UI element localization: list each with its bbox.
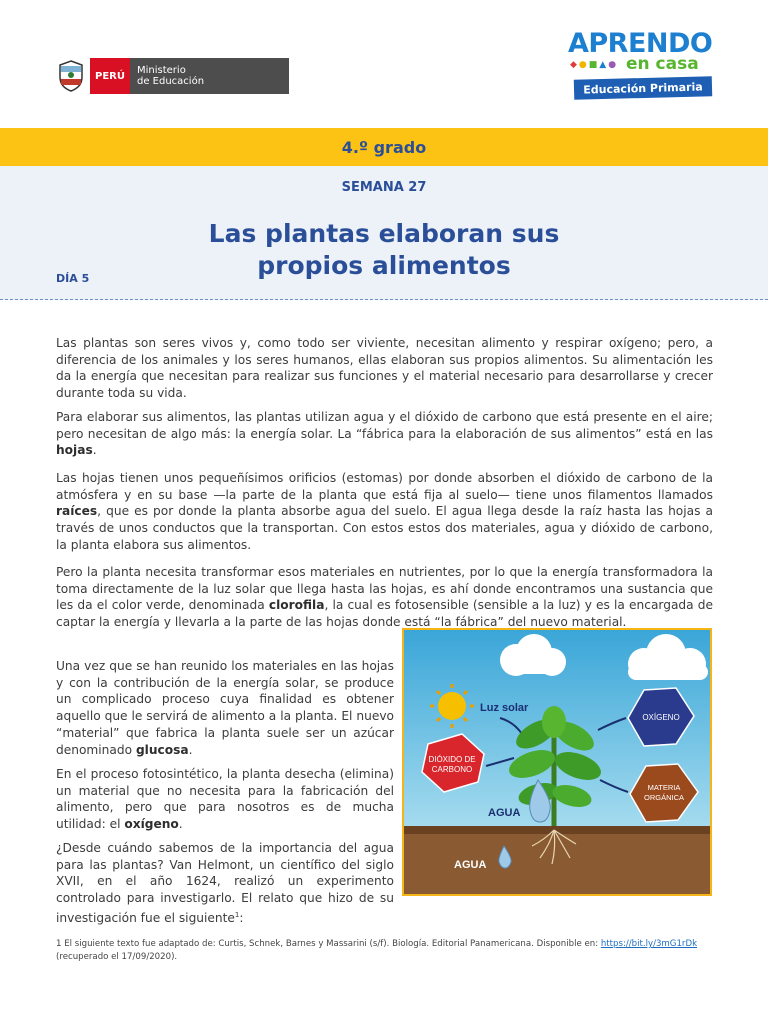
paragraph-3: Las hojas tienen unos pequeñísimos orificios (estomas) por donde absorben el dióxido de carbono de la atmósfera y en su base —la parte de la planta que está fija al suelo— tiene unos filamentos llamados raíces, que es por donde la planta absorbe agua del suelo. El agua llega desde la raíz hasta las hojas a través de unos conductos que la transportan. Con estos estos dos materiales, agua y dióxido de carbono, la planta elabora sus alimentos.	[56, 471, 713, 552]
page-title	[0, 218, 768, 282]
logo-band: Educación Primaria	[574, 76, 712, 100]
organic-label-line-1: MATERIA	[647, 783, 681, 792]
grade-bar: 4.º grado	[0, 128, 768, 166]
footnote-link[interactable]: https://bit.ly/3mG1rDk	[600, 939, 698, 949]
soil-top	[404, 826, 710, 834]
paragraph-4: Pero la planta necesita transformar esos materiales en nutrientes, por lo que la energía transformadora la toma directamente de la luz solar que llega hasta las hojas, es ahí donde encontramos una sustancia que les da el color verde, denominada clorofila, la cual es fotosensible (sensible a la luz) y es la encargada de captar la energía y llevarla a la parte de las hojas donde está “la fábrica” del nuevo material.	[56, 565, 713, 630]
ministry-logo	[56, 58, 289, 94]
paragraph-6: En el proceso fotosintético, la planta desecha (elimina) un material que no necesita para la fabricación del alimento, pero que para nosotros es de mucha utilidad: el oxígeno.	[56, 767, 394, 832]
footnote-ref[interactable]: 1	[234, 910, 240, 919]
keyword-oxigeno: oxígeno	[124, 817, 179, 832]
keyword-glucosa: glucosa	[135, 742, 189, 757]
co2-label-line-2: CARBONO	[431, 765, 473, 774]
photosynthesis-diagram	[404, 630, 710, 894]
paragraph-1: Las plantas son seres vivos y, como todo ser viviente, necesitan alimento y respirar oxígeno; pero, a diferencia de los animales y los seres humanos, ellas elaboran sus propios alimentos. Su alimentación les da la energía que necesitan para realizar sus funciones y el material necesario para desarrollarse y crecer durante toda su vida.	[56, 336, 713, 401]
logo-word-aprendo: APRENDO	[568, 28, 713, 59]
water-label-top: AGUA	[488, 807, 521, 819]
ministry-line-2: de Educación	[137, 76, 205, 87]
sun-label: Luz solar	[480, 702, 529, 714]
ministry-line-1: Ministerio	[137, 65, 186, 76]
aprendo-en-casa-logo	[568, 30, 718, 102]
keyword-hojas: hojas	[56, 443, 93, 458]
keyword-raices: raíces	[56, 504, 98, 519]
title-line-1: Las plantas elaboran sus	[208, 219, 560, 248]
peru-shield-icon	[56, 59, 86, 93]
soil	[404, 830, 710, 894]
photosynthesis-illustration	[402, 628, 712, 896]
keyword-clorofila: clorofila	[268, 598, 325, 613]
title-line-2: propios alimentos	[257, 251, 511, 280]
week-label: SEMANA 27	[341, 180, 427, 195]
water-label-bottom: AGUA	[454, 859, 487, 871]
page-header	[0, 0, 768, 128]
dashed-divider	[0, 299, 768, 300]
logo-dots-icon: ◆●■▲●	[570, 60, 619, 70]
paragraph-2: Para elaborar sus alimentos, las plantas utilizan agua y el dióxido de carbono que está presente en el aire; pero necesitan de algo más: la energía solar. La “fábrica para la elaboración de sus alimentos” está en las hojas.	[56, 410, 713, 458]
organic-label-line-2: ORGÁNICA	[643, 793, 685, 802]
paragraph-5: Una vez que se han reunido los materiales en las hojas y con la contribución de la energía solar, se produce un complicado proceso cuya finalidad es obtener aquello que le servirá de alimento a la planta. El nuevo “material” que fabrica la planta suele ser un azúcar denominado glucosa.	[56, 659, 394, 757]
logo-word-en-casa: en casa	[626, 54, 699, 74]
oxygen-label: OXÍGENO	[642, 713, 680, 722]
paragraph-7: ¿Desde cuándo sabemos de la importancia del agua para las plantas? Van Helmont, un científico del siglo XVII, en el año 1624, realizó un experimento controlado para investigarlo. El relato que hizo de su investigación fue el siguiente$^1$:	[56, 841, 394, 925]
footnote-text: 1 El siguiente texto fue adaptado de: Curtis, Schnek, Barnes y Massarini (s/f). Biología. Editorial Panamericana. Disponible en:	[56, 939, 601, 949]
footnote-retrieved: (recuperado el 17/09/2020).	[56, 952, 178, 962]
peru-label: PERÚ	[90, 58, 130, 94]
co2-label-line-1: DIÓXIDO DE	[428, 755, 476, 764]
footnote	[56, 938, 716, 964]
ministry-name	[130, 58, 289, 94]
day-label: DÍA 5	[56, 272, 90, 285]
